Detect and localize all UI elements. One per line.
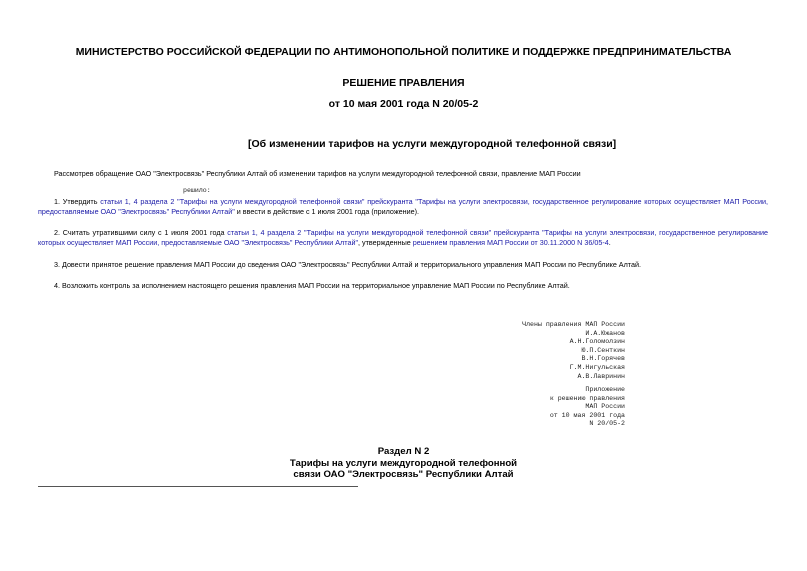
appendix-line: N 20/05-2 <box>589 420 625 428</box>
divider-line <box>38 486 358 487</box>
signature-line: А.Н.Голомолзин <box>569 338 625 346</box>
paragraph-2-link-decision[interactable]: решением правления МАП России от 30.11.2000 N 36/05-4 <box>412 238 609 247</box>
paragraph-2-link-articles[interactable]: статьи 1, 4 раздела 2 "Тарифы на услуги междугородной телефонной связи" прейскуранта "Тарифы на услуги электросвязи, государственное регулирование которых осуществляет МАП России, предоставляемые ОАО "Электросвязь" Республики Алтай" <box>38 228 769 247</box>
paragraph-1-link[interactable]: статьи 1, 4 раздела 2 "Тарифы на услуги междугородной телефонной связи" прейскуранта "Тарифы на услуги электросвязи, государственное регулирование которых осуществляет МАП России, предоставляемые ОАО "Электросвязь" Республики Алтай" <box>38 197 768 216</box>
signature-line: Ю.П.Сенткин <box>581 346 625 354</box>
signature-line: Члены правления МАП России <box>522 321 625 328</box>
decision-heading: РЕШЕНИЕ ПРАВЛЕНИЯ <box>342 77 465 89</box>
resolved-label: решило: <box>183 187 211 194</box>
paragraph-1 <box>38 197 768 217</box>
appendix-line: МАП России <box>585 403 625 411</box>
signature-line: В.Н.Горячев <box>581 355 625 363</box>
ministry-heading: МИНИСТЕРСТВО РОССИЙСКОЙ ФЕДЕРАЦИИ ПО АНТИМОНОПОЛЬНОЙ ПОЛИТИКЕ И ПОДДЕРЖКЕ ПРЕДПРИНИМАТЕЛЬСТВА <box>75 46 732 58</box>
paragraph-2-mid: , утвержденные <box>358 238 413 247</box>
section-subtitle-1: Тарифы на услуги междугородной телефонной <box>289 457 518 469</box>
signatures-block <box>460 321 625 381</box>
decision-subject: [Об изменении тарифов на услуги междугородной телефонной связи] <box>248 138 617 150</box>
signature-line: А.В.Лавринин <box>577 372 625 380</box>
section-subtitle-2: связи ОАО "Электросвязь" Республики Алтай <box>293 469 514 480</box>
section-title: Раздел N 2 <box>377 446 430 457</box>
appendix-line: от 10 мая 2001 года <box>549 411 625 419</box>
paragraph-2-tail: . <box>608 238 611 247</box>
paragraph-1-lead: 1. Утвердить <box>54 197 101 206</box>
appendix-block <box>460 386 625 429</box>
signature-line: Г.М.Нигульская <box>569 363 625 371</box>
paragraph-2-lead: 2. Считать утратившими силу с 1 июля 2001 года <box>54 228 228 237</box>
paragraph-3: 3. Довести принятое решение правления МАП России до сведения ОАО "Электросвязь" Республики Алтай и территориального управления МАП России по Республике Алтай. <box>54 260 642 269</box>
decision-date: от 10 мая 2001 года N 20/05-2 <box>328 98 479 110</box>
intro-paragraph: Рассмотрев обращение ОАО "Электросвязь" Республики Алтай об изменении тарифов на услуги междугородной телефонной связи, правление МАП России <box>54 169 581 178</box>
paragraph-1-tail: и ввести в действие с 1 июля 2001 года (приложение). <box>234 207 420 216</box>
paragraph-2 <box>38 228 768 248</box>
signature-line: И.А.Южанов <box>585 329 625 337</box>
appendix-line: к решению правления <box>549 394 625 402</box>
section-heading <box>0 446 807 481</box>
appendix-line: Приложение <box>585 386 625 393</box>
paragraph-4: 4. Возложить контроль за исполнением настоящего решения правления МАП России на территориальное управление МАП России по Республике Алтай. <box>54 281 570 290</box>
